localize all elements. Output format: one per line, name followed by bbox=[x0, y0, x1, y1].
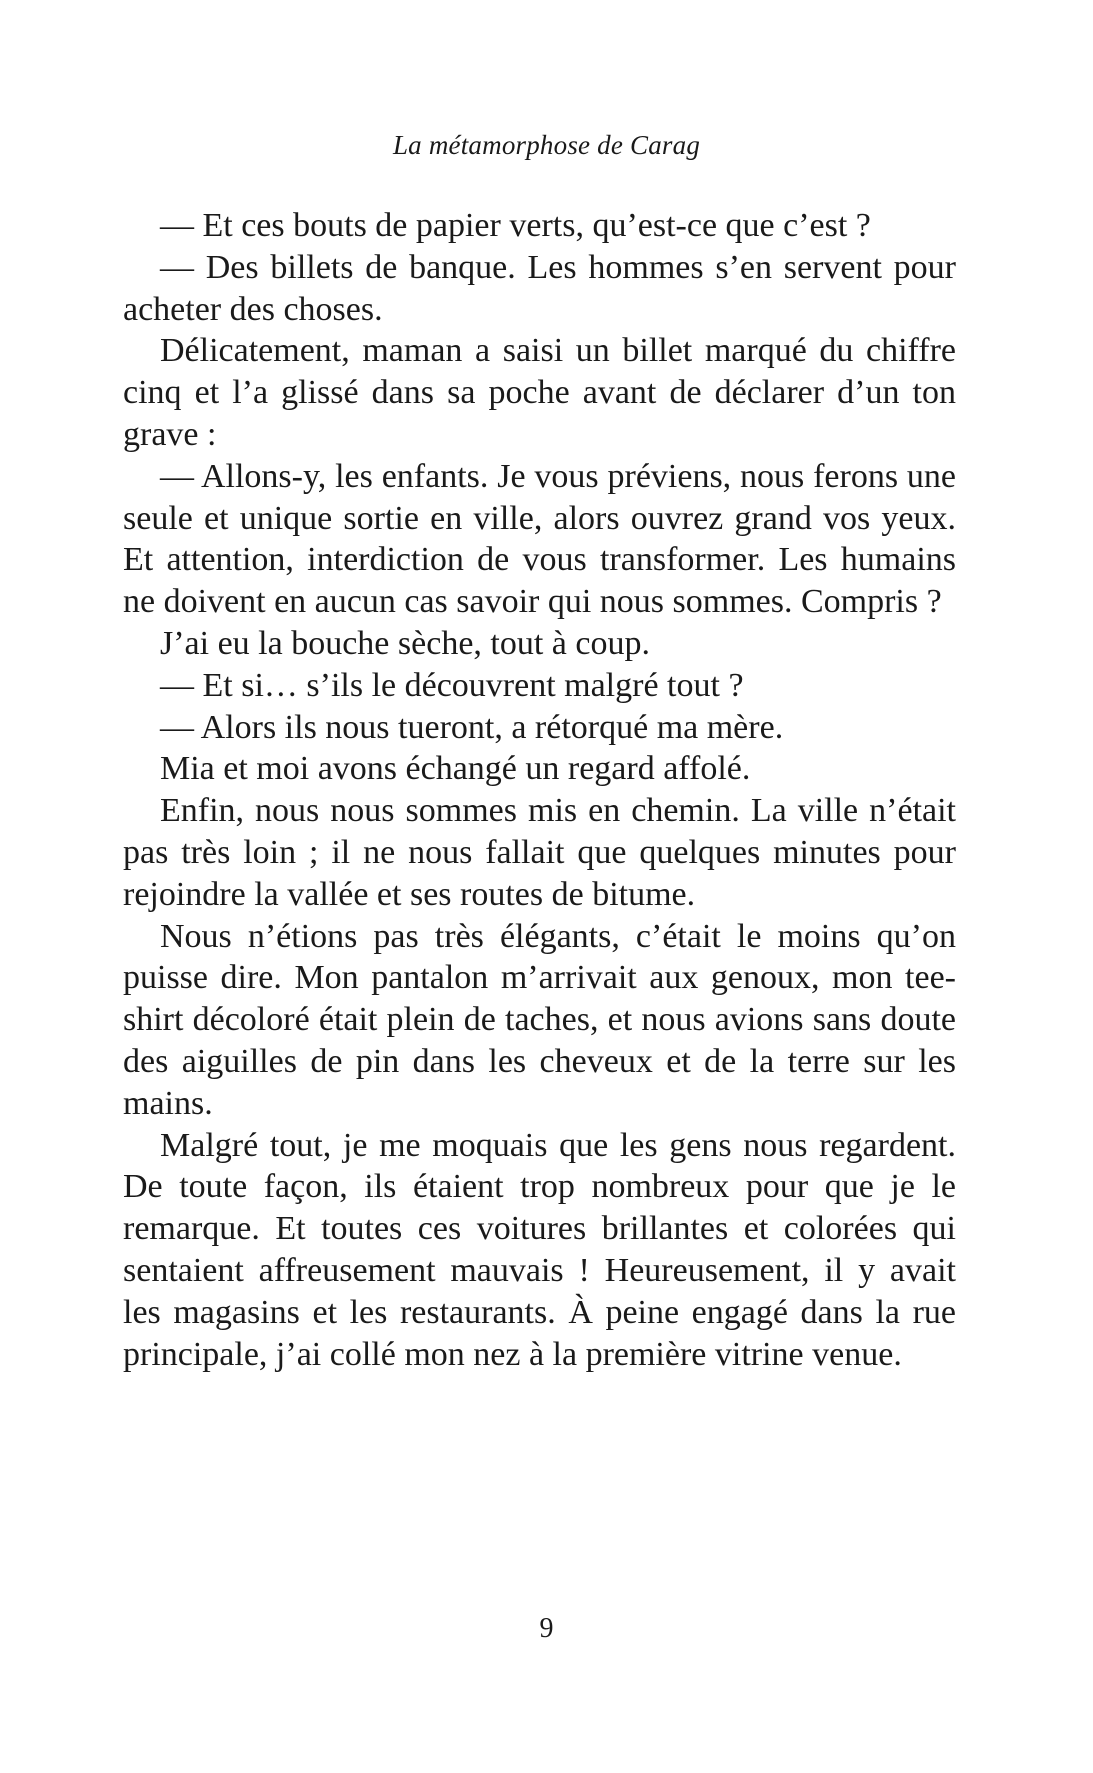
paragraph: — Alors ils nous tueront, a rétorqué ma mère. bbox=[160, 708, 784, 746]
paragraph: Nous n’étions pas très élégants, c’était le moins qu’on puisse dire. Mon pantalon m’arrivait aux genoux, mon tee-shirt décoloré était plein de taches, et nous avions sans doute des aiguilles de pin dans les cheveux et de la terre sur les mains. bbox=[123, 917, 956, 1122]
body-text bbox=[123, 205, 956, 1375]
running-head: La métamorphose de Carag bbox=[392, 130, 701, 160]
page-number: 9 bbox=[539, 1613, 554, 1644]
paragraph: — Allons-y, les enfants. Je vous préviens, nous ferons une seule et unique sortie en ville, alors ouvrez grand vos yeux. Et attention, interdiction de vous transformer. Les humains ne doivent en aucun cas savoir qui nous sommes. Compris ? bbox=[123, 457, 956, 621]
paragraph: Délicatement, maman a saisi un billet marqué du chiffre cinq et l’a glissé dans sa poche avant de déclarer d’un ton grave : bbox=[123, 332, 956, 453]
paragraph: — Et si… s’ils le découvrent malgré tout ? bbox=[160, 666, 744, 704]
paragraph: — Des billets de banque. Les hommes s’en servent pour acheter des choses. bbox=[123, 248, 956, 328]
paragraph: J’ai eu la bouche sèche, tout à coup. bbox=[160, 624, 650, 662]
paragraph: — Et ces bouts de papier verts, qu’est-ce que c’est ? bbox=[160, 207, 871, 244]
paragraph: Enfin, nous nous sommes mis en chemin. La ville n’était pas très loin ; il ne nous fallait que quelques minutes pour rejoindre la vallée et ses routes de bitume. bbox=[123, 792, 956, 913]
paragraph: Mia et moi avons échangé un regard affolé. bbox=[160, 750, 751, 788]
paragraph: Malgré tout, je me moquais que les gens nous regardent. De toute façon, ils étaient trop nombreux pour que je le remarque. Et toutes ces voitures brillantes et colorées qui sentaient affreusement mauvais ! Heureusement, il y avait les magasins et les restaurants. À peine engagé dans la rue principale, j’ai collé mon nez à la première vitrine venue. bbox=[123, 1126, 956, 1373]
